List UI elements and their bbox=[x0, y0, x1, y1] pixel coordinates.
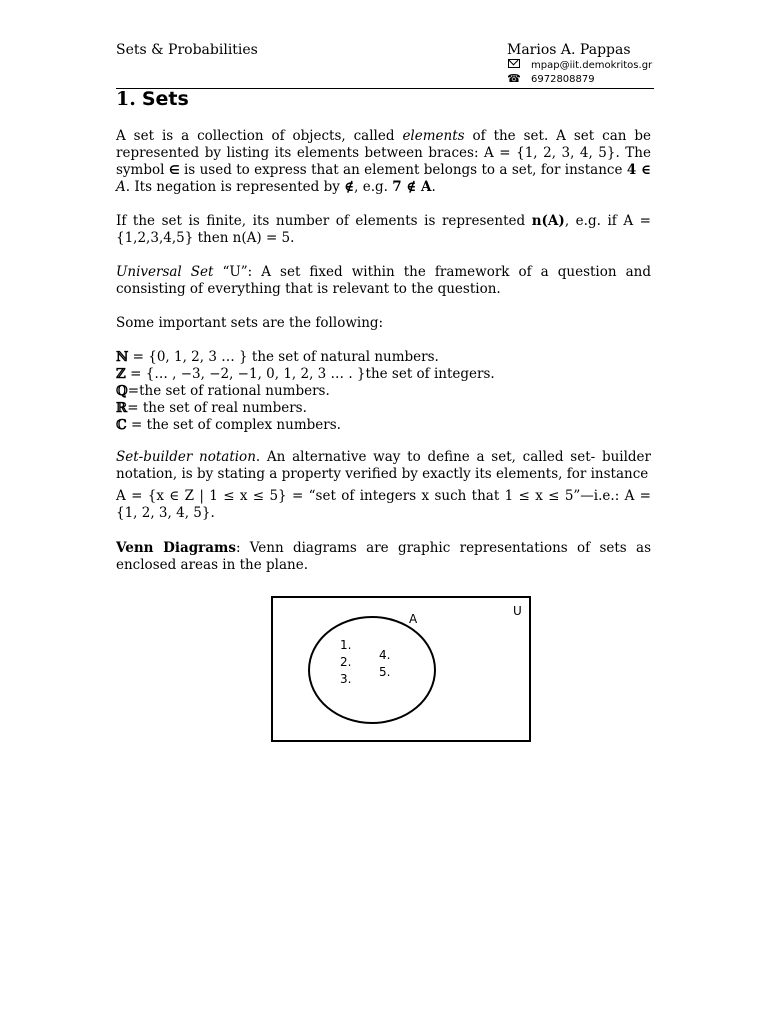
venn-term: Venn Diagrams bbox=[116, 540, 236, 556]
set-builder-term: Set-builder notation bbox=[116, 449, 256, 465]
set-circle bbox=[308, 616, 436, 724]
paragraph-definition: A set is a collection of objects, called elements of the set. A set can be represented by listing its elements between braces: A = {1, 2, 3, 4, 5}. The symbol ∈ is used to express that an element belongs to a set, for instance 4 ∈ A. Its negation is represented by ∉, e.g. 7 ∉ A. bbox=[116, 128, 652, 195]
list-item: ℤ = {… , −3, −2, −1, 0, 1, 2, 3 … . }the set of integers. bbox=[116, 366, 495, 382]
list-item: ℝ= the set of real numbers. bbox=[116, 400, 307, 416]
list-item: ℂ = the set of complex numbers. bbox=[116, 417, 341, 433]
paragraph-venn: Venn Diagrams: Venn diagrams are graphic representations of sets as enclosed areas in the plane. bbox=[116, 540, 651, 573]
venn-element: 5. bbox=[379, 665, 391, 679]
phone-text: 6972808879 bbox=[531, 73, 595, 85]
set-label: A bbox=[409, 612, 418, 626]
list-item: ℚ=the set of rational numbers. bbox=[116, 383, 330, 399]
paragraph-universal-set: Universal Set “U”: A set fixed within the framework of a question and consisting of everything that is relevant to the question. bbox=[116, 264, 651, 297]
email-text: mpap@iit.demokritos.gr bbox=[531, 59, 653, 71]
list-item: ℕ = {0, 1, 2, 3 … } the set of natural numbers. bbox=[116, 349, 439, 365]
author-name: Marios A. Pappas bbox=[507, 42, 631, 58]
paragraph-set-builder: Set-builder notation. An alternative way to define a set, called set- builder notation, is by stating a property verified by exactly its elements, for instance bbox=[116, 449, 651, 482]
page-header bbox=[116, 42, 654, 89]
section-heading bbox=[116, 88, 189, 110]
venn-element: 2. bbox=[340, 655, 352, 669]
universe-label: U bbox=[513, 604, 522, 618]
paragraph-cardinality: If the set is finite, its number of elements is represented n(A), e.g. if A = {1,2,3,4,5} then n(A) = 5. bbox=[116, 213, 651, 246]
header-title: Sets & Probabilities bbox=[116, 42, 258, 58]
section-number: 1. bbox=[116, 88, 136, 110]
telephone-icon: ☎ bbox=[507, 72, 521, 85]
venn-element: 3. bbox=[340, 672, 352, 686]
set-builder-example: A = {x ∈ Z | 1 ≤ x ≤ 5} = “set of integers x such that 1 ≤ x ≤ 5”—i.e.: A = {1, 2, 3, 4, 5}. bbox=[116, 488, 651, 521]
author-block bbox=[507, 42, 652, 86]
phone-line bbox=[507, 72, 652, 86]
venn-element: 4. bbox=[379, 648, 391, 662]
email-line bbox=[507, 58, 652, 72]
elements-term: elements bbox=[402, 128, 465, 144]
envelope-icon bbox=[507, 59, 521, 71]
paragraph-important-sets: Some important sets are the following: bbox=[116, 315, 384, 331]
venn-diagram bbox=[271, 596, 531, 742]
section-title: Sets bbox=[141, 88, 189, 110]
universal-set-term: Universal Set bbox=[116, 264, 214, 280]
venn-element: 1. bbox=[340, 638, 352, 652]
